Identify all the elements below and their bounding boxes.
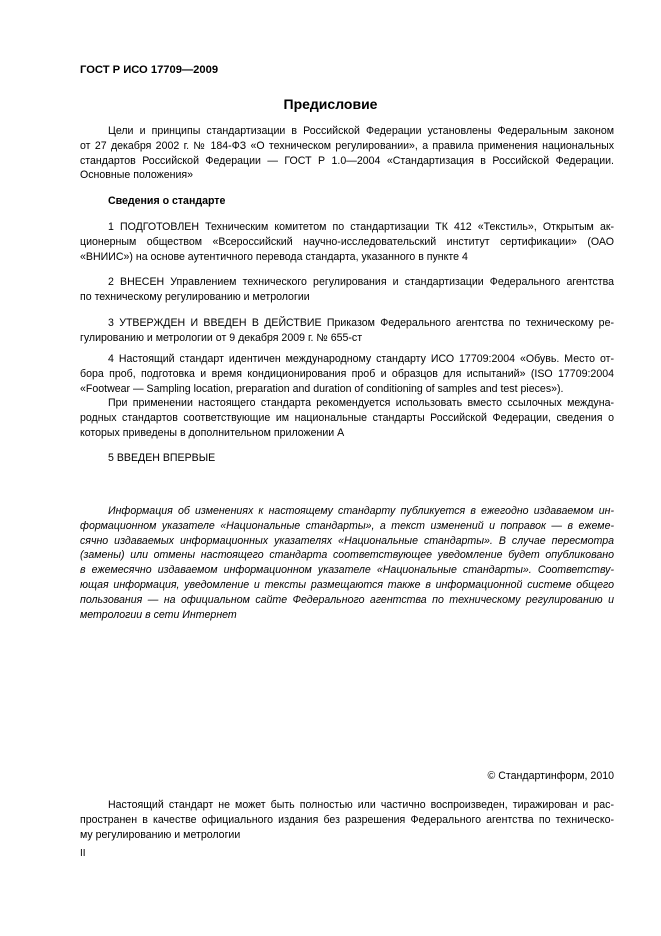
text-line: родных стандартов соответствующие им национальные стандарты Российской Федерации, сведения о	[80, 412, 614, 425]
text-line: Информация об изменениях к настоящему стандарту публикуется в ежегодно издаваемом ин-	[108, 505, 614, 517]
text-line: стандартов Российской Федерации — ГОСТ Р 1.0—2004 «Стандартизация в Российской Федерации.	[80, 154, 614, 167]
text-line: Основные положения»	[80, 169, 194, 182]
text-line: 1 ПОДГОТОВЛЕН Техническим комитетом по стандартизации ТК 412 «Текстиль», Открытым ак-	[108, 221, 614, 233]
text-line: ционерным обществом «Всероссийский научно-исследовательский институт сертификации» (ОАО	[80, 235, 614, 248]
text-line: Цели и принципы стандартизации в Российской Федерации установлены Федеральным законом	[108, 125, 614, 137]
text-line: ющая информация, уведомление и тексты размещаются также в информационной системе общего	[80, 578, 614, 591]
change-notice	[80, 504, 614, 622]
section-heading: Сведения о стандарте	[108, 195, 226, 207]
text-line: 2 ВНЕСЕН Управлением технического регулирования и стандартизации Федерального агентства	[108, 276, 614, 288]
document-id: ГОСТ Р ИСО 17709—2009	[80, 64, 219, 76]
text-line: «Footwear — Sampling location, preparation and duration of conditioning of samples and test pieces»).	[80, 382, 564, 395]
item-3	[80, 316, 614, 346]
text-line: пользования — на официальном сайте Федерального агентства по техническому регулированию и	[80, 593, 614, 606]
text-line: 3 УТВЕРЖДЕН И ВВЕДЕН В ДЕЙСТВИЕ Приказом Федерального агентства по техническому ре-	[108, 317, 614, 329]
item-2	[80, 275, 614, 305]
text-line: метрологии в сети Интернет	[80, 608, 237, 621]
text-line: по техническому регулированию и метрологии	[80, 290, 310, 303]
text-line: «ВНИИС») на основе аутентичного перевода стандарта, указанного в пункте 4	[80, 250, 468, 263]
text-line: Настоящий стандарт не может быть полностью или частично воспроизведен, тиражирован и рас-	[108, 799, 614, 811]
text-line: бора проб, подготовка и время кондиционирования проб и образцов для испытаний» (ISO 17709:2004	[80, 367, 614, 380]
text-line: которых приведены в дополнительном приложении А	[80, 426, 345, 439]
item-1	[80, 220, 614, 264]
text-line: в ежемесячно издаваемом информационном указателе «Национальные стандарты». Соответству-	[80, 564, 614, 577]
text-line: от 27 декабря 2002 г. № 184-ФЗ «О техническом регулировании», а правила применения национальных	[80, 139, 614, 152]
text-line: формационном указателе «Национальные стандарты», а текст изменений и поправок — в ежеме-	[80, 519, 614, 532]
text-line: 4 Настоящий стандарт идентичен международному стандарту ИСО 17709:2004 «Обувь. Место от-	[108, 353, 614, 365]
rights-notice	[80, 798, 614, 842]
text-line: пространен в качестве официального издания без разрешения Федерального агентства по техническо-	[80, 813, 614, 826]
copyright: © Стандартинформ, 2010	[487, 770, 614, 782]
text-line: (замены) или отмены настоящего стандарта соответствующее уведомление будет опубликовано	[80, 549, 614, 562]
text-line: При применении настоящего стандарта рекомендуется использовать вместо ссылочных междуна-	[108, 397, 614, 410]
text-line: му регулированию и метрологии	[80, 828, 241, 841]
text-line: гулированию и метрологии от 9 декабря 2009 г. № 655-ст	[80, 331, 363, 344]
intro-paragraph	[80, 124, 614, 183]
item-4	[80, 352, 614, 441]
text-line: сячно издаваемых информационных указателях «Национальные стандарты». В случае пересмотра	[80, 534, 614, 547]
page-number: II	[80, 848, 86, 859]
item-5: 5 ВВЕДЕН ВПЕРВЫЕ	[108, 452, 216, 464]
page-title: Предисловие	[283, 96, 378, 112]
